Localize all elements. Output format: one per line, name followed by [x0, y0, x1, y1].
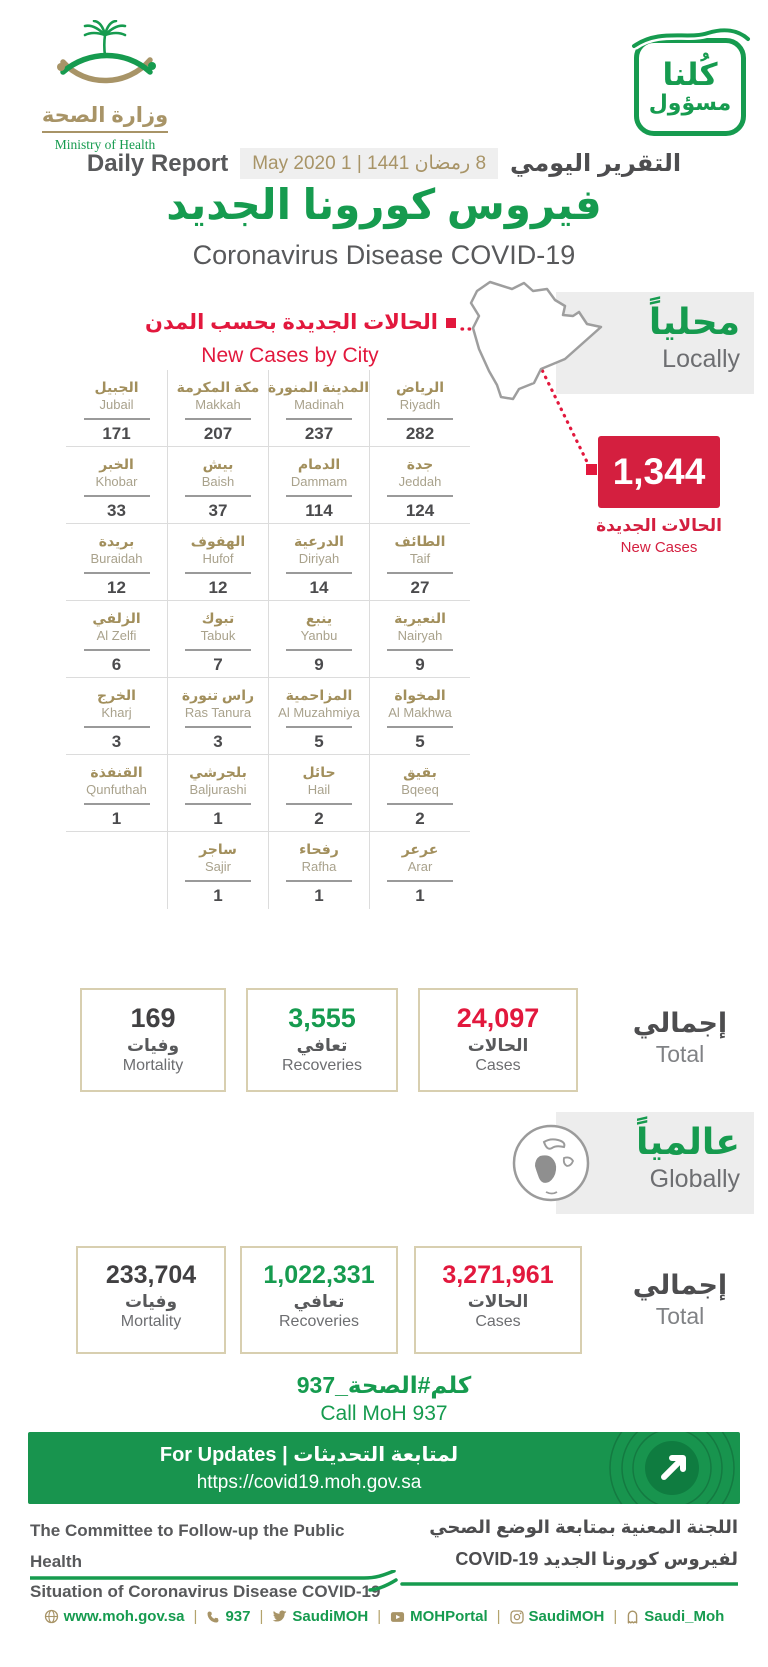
city-value: 1 [213, 809, 223, 828]
daily-report-label-ar: التقرير اليومي [510, 150, 682, 177]
city-name-en: Hail [307, 782, 331, 797]
city-divider [84, 803, 150, 805]
city-name-en: Nairyah [397, 628, 443, 643]
city-value: 124 [405, 501, 435, 520]
city-value: 27 [410, 578, 430, 597]
city-baish [167, 447, 268, 524]
footer-link-label: SaudiMOH [292, 1608, 369, 1625]
footer-links [0, 1608, 768, 1625]
city-divider [84, 495, 150, 497]
footer-separator: | [613, 1608, 618, 1625]
city-name-ar: الجبيل [94, 379, 139, 395]
city-name-ar: الطائف [394, 533, 446, 549]
city-value: 33 [107, 501, 126, 520]
city-divider [387, 726, 453, 728]
city-name-en: Khobar [95, 474, 138, 489]
city-name-en: Al Zelfi [96, 628, 137, 643]
global-total-label-en: Total [655, 1303, 705, 1329]
footer-link-label: MOHPortal [410, 1608, 488, 1625]
city-name-en: Hufof [202, 551, 234, 566]
city-divider [185, 726, 251, 728]
city-baljurashi [167, 755, 268, 832]
city-name-ar: الزلفي [92, 610, 141, 626]
city-name-ar: الخبر [99, 456, 134, 472]
global-cases-box [414, 1246, 582, 1354]
city-name-ar: المخواة [394, 687, 446, 703]
local-mortality-box [80, 988, 226, 1092]
city-hufof [167, 524, 268, 601]
city-name-en: Al Makhwa [388, 705, 452, 720]
footer-separator: | [193, 1608, 198, 1625]
local-mortality-value: 169 [130, 1003, 176, 1033]
city-name-ar: حائل [302, 764, 336, 780]
city-grid [66, 370, 470, 909]
twitter-icon [272, 1610, 287, 1623]
city-name-ar: تبوك [201, 610, 235, 626]
new-cases-by-city-label-ar [145, 310, 456, 335]
local-cases-label-ar: الحالات [467, 1036, 529, 1055]
city-name-en: Jeddah [398, 474, 442, 489]
committee-text-arabic [368, 1512, 738, 1575]
snapchat-icon [626, 1610, 639, 1624]
city-name-ar: الرياض [395, 379, 445, 395]
city-divider [286, 572, 352, 574]
global-recoveries-label-ar: تعافي [293, 1292, 345, 1311]
city-value: 12 [208, 578, 228, 597]
local-mortality-label-en: Mortality [122, 1057, 184, 1074]
city-divider [185, 649, 251, 651]
footer-separator: | [496, 1608, 501, 1625]
kulluna-masoul-badge [630, 26, 754, 142]
global-mortality-label-ar: وفيات [124, 1292, 178, 1311]
city-divider [185, 572, 251, 574]
new-cases-total-label-en: New Cases [620, 539, 698, 556]
city-divider [185, 495, 251, 497]
city-value: 14 [309, 578, 329, 597]
local-mortality-label-ar: وفيات [126, 1036, 180, 1055]
new-cases-total-value: 1,344 [598, 436, 720, 508]
city-divider [84, 418, 150, 420]
report-header-row [0, 148, 768, 179]
city-value: 114 [305, 501, 333, 520]
city-value: 171 [102, 424, 131, 443]
global-cases-label-en: Cases [475, 1313, 521, 1330]
city-name-ar: الخرج [97, 687, 136, 703]
city-yanbu [268, 601, 369, 678]
moh-name-english: Ministry of Health [54, 137, 156, 152]
committee-en-line2: Situation of Coronavirus Disease COVID-19 [30, 1582, 381, 1602]
updates-url[interactable]: https://covid19.moh.gov.sa [196, 1472, 422, 1493]
city-divider [185, 418, 251, 420]
city-name-en: Jubail [99, 397, 134, 412]
city-name-en: Dammam [290, 474, 348, 489]
city-name-ar: ينبع [305, 610, 333, 626]
city-name-en: Yanbu [300, 628, 338, 643]
city-name-en: Tabuk [200, 628, 236, 643]
globe-icon [510, 1122, 592, 1204]
city-divider [387, 649, 453, 651]
city-divider [387, 418, 453, 420]
new-cases-by-city-text-ar: الحالات الجديدة بحسب المدن [145, 311, 438, 334]
global-mortality-value: 233,704 [105, 1261, 197, 1289]
moh-logo [30, 20, 180, 153]
city-divider [387, 572, 453, 574]
city-makkah [167, 370, 268, 447]
city-kharj [66, 678, 167, 755]
city-name-ar: رفحاء [299, 841, 339, 857]
city-value: 12 [107, 578, 126, 597]
city-name-ar: بقيق [403, 764, 437, 780]
global-recoveries-label-en: Recoveries [278, 1313, 360, 1330]
city-name-en: Qunfuthah [86, 782, 147, 797]
city-value: 3 [213, 732, 223, 751]
call-moh-english: Call MoH 937 [320, 1402, 448, 1425]
city-divider [286, 726, 352, 728]
city-value: 282 [405, 424, 435, 443]
city-al-zelfi [66, 601, 167, 678]
local-cases-value: 24,097 [456, 1003, 540, 1033]
call-moh-hashtag: كلم#الصحة_937 [296, 1372, 472, 1398]
youtube-icon [390, 1611, 405, 1623]
badge-text-line2: مسؤول [648, 89, 732, 115]
local-total-label-ar: إجمالي [632, 1008, 728, 1038]
banner-text-block [28, 1442, 590, 1494]
footer-link-label: 937 [225, 1608, 251, 1625]
city-name-ar: راس تنورة [181, 687, 255, 703]
city-name-ar: المدينة المنورة [267, 379, 369, 395]
local-total-label-en: Total [655, 1041, 705, 1067]
city-name-en: Baish [201, 474, 235, 489]
badge-text-line1: كُلنا [662, 56, 718, 92]
city-tabuk [167, 601, 268, 678]
local-recoveries-label-ar: تعافي [296, 1036, 348, 1055]
globally-label-en: Globally [649, 1165, 740, 1194]
city-divider [286, 418, 352, 420]
badge-swoosh-icon [626, 24, 754, 50]
instagram-icon [510, 1610, 524, 1624]
city-divider [185, 803, 251, 805]
city-hail [268, 755, 369, 832]
city-value: 37 [208, 501, 228, 520]
footer-link-mohportal[interactable] [390, 1608, 488, 1625]
city-name-ar: جدة [406, 456, 434, 472]
city-jubail [66, 370, 167, 447]
city-divider [84, 572, 150, 574]
locally-label-en: Locally [662, 345, 740, 374]
footer-link-saudi-moh[interactable] [626, 1608, 724, 1625]
committee-ar-line1: اللجنة المعنية بمتابعة الوضع الصحي [429, 1517, 738, 1537]
city-divider [185, 880, 251, 882]
city-name-en: Baljurashi [189, 782, 247, 797]
city-name-ar: المزاحمية [285, 687, 353, 703]
committee-en-line1: The Committee to Follow-up the Public Health [30, 1521, 345, 1571]
committee-ar-line2: لفيروس كورونا الجديد COVID-19 [455, 1548, 738, 1569]
local-cases-label-en: Cases [475, 1057, 521, 1074]
footer-separator: | [377, 1608, 382, 1625]
city-name-en: Kharj [101, 705, 132, 720]
city-name-ar: الدرعية [294, 533, 344, 549]
city-value: 9 [314, 655, 324, 674]
city-value: 5 [415, 732, 425, 751]
city-name-en: Taif [409, 551, 431, 566]
city-taif [369, 524, 470, 601]
new-cases-total-label-ar: الحالات الجديدة [596, 516, 722, 535]
badge-frame [634, 38, 746, 136]
city-name-en: Arar [407, 859, 433, 874]
city-name-en: Bqeeq [401, 782, 439, 797]
city-khobar [66, 447, 167, 524]
city-riyadh [369, 370, 470, 447]
city-empty-cell [66, 832, 167, 909]
city-dammam [268, 447, 369, 524]
footer-link-label: SaudiMOH [528, 1608, 605, 1625]
local-total-label [618, 1008, 742, 1068]
city-al-muzahmiya [268, 678, 369, 755]
city-name-ar: بيش [202, 456, 234, 472]
global-total-label [618, 1270, 742, 1330]
city-divider [84, 649, 150, 651]
city-name-ar: الهفوف [190, 533, 246, 549]
city-ras-tanura [167, 678, 268, 755]
moh-emblem-icon [30, 20, 180, 98]
city-buraidah [66, 524, 167, 601]
city-value: 9 [415, 655, 425, 674]
city-al-makhwa [369, 678, 470, 755]
global-recoveries-value: 1,022,331 [263, 1261, 375, 1289]
page-title-arabic: فيروس كورونا الجديد [166, 181, 602, 228]
city-sajir [167, 832, 268, 909]
city-name-en: Diriyah [298, 551, 340, 566]
footer-link-label: Saudi_Moh [644, 1608, 725, 1625]
local-recoveries-value: 3,555 [288, 1003, 356, 1033]
saudi-arabia-map-icon [462, 272, 620, 414]
phone-icon [206, 1610, 220, 1624]
city-name-ar: النعيرية [394, 610, 446, 626]
updates-banner [28, 1432, 740, 1504]
footer-link-saudimoh[interactable] [272, 1608, 368, 1625]
city-name-ar: بلجرشي [189, 764, 247, 780]
city-name-en: Rafha [301, 859, 337, 874]
globally-label-ar: عالمياً [636, 1121, 740, 1162]
moh-name-arabic: وزارة الصحة [42, 103, 168, 133]
footer-link-www-moh-gov-sa[interactable] [44, 1608, 185, 1625]
city-name-ar: عرعر [401, 841, 439, 857]
city-name-en: Al Muzahmiya [278, 705, 360, 720]
city-rafha [268, 832, 369, 909]
city-value: 5 [314, 732, 324, 751]
city-divider [286, 880, 352, 882]
city-divider [286, 495, 352, 497]
city-value: 1 [213, 886, 223, 905]
for-updates-label: لمتابعة التحديثات | For Updates [159, 1444, 459, 1466]
footer-separator: | [259, 1608, 264, 1625]
globe-icon [44, 1609, 59, 1624]
city-name-en: Makkah [195, 397, 241, 412]
city-name-ar: بريدة [98, 533, 135, 549]
global-cases-label-ar: الحالات [467, 1292, 529, 1311]
city-divider [286, 649, 352, 651]
city-name-ar: مكة المكرمة [176, 379, 260, 395]
city-qunfuthah [66, 755, 167, 832]
city-name-en: Madinah [294, 397, 344, 412]
city-value: 6 [111, 655, 122, 674]
city-jeddah [369, 447, 470, 524]
city-diriyah [268, 524, 369, 601]
city-value: 1 [314, 886, 324, 905]
city-name-en: Sajir [204, 859, 231, 874]
city-name-en: Riyadh [399, 397, 441, 412]
footer-link-937[interactable] [206, 1608, 250, 1625]
city-divider [84, 726, 150, 728]
city-divider [387, 803, 453, 805]
city-value: 207 [203, 424, 233, 443]
city-value: 7 [213, 655, 223, 674]
city-divider [387, 495, 453, 497]
city-divider [286, 803, 352, 805]
daily-report-label-en: Daily Report [86, 149, 229, 177]
city-nairyah [369, 601, 470, 678]
page-title-english: Coronavirus Disease COVID-19 [192, 240, 576, 270]
city-divider [387, 880, 453, 882]
global-mortality-box [76, 1246, 226, 1354]
local-recoveries-box [246, 988, 398, 1092]
city-bqeeq [369, 755, 470, 832]
committee-text-english [30, 1516, 400, 1608]
global-total-label-ar: إجمالي [632, 1270, 728, 1300]
locally-label-ar: محلياً [648, 301, 740, 342]
city-value: 3 [111, 732, 122, 751]
global-mortality-label-en: Mortality [120, 1313, 182, 1330]
city-name-en: Ras Tanura [184, 705, 252, 720]
report-date-chip: 8 رمضان 1441 | 1 May 2020 [240, 148, 498, 179]
city-name-ar: الدمام [297, 456, 341, 472]
city-arar [369, 832, 470, 909]
global-cases-value: 3,271,961 [442, 1261, 554, 1289]
city-value: 237 [304, 424, 334, 443]
global-recoveries-box [240, 1246, 398, 1354]
green-divider [30, 1570, 738, 1594]
local-recoveries-label-en: Recoveries [281, 1057, 363, 1074]
city-value: 1 [415, 886, 425, 905]
city-name-ar: القنفذة [90, 764, 143, 780]
footer-link-saudimoh[interactable] [510, 1608, 605, 1625]
city-value: 2 [415, 809, 425, 828]
footer-link-label: www.moh.gov.sa [63, 1608, 185, 1625]
new-cases-by-city-label-en: New Cases by City [201, 344, 379, 367]
city-madinah [268, 370, 369, 447]
city-value: 1 [111, 809, 122, 828]
local-cases-box [418, 988, 578, 1092]
city-name-en: Buraidah [90, 551, 143, 566]
city-value: 2 [314, 809, 324, 828]
city-name-ar: ساجر [199, 841, 237, 857]
